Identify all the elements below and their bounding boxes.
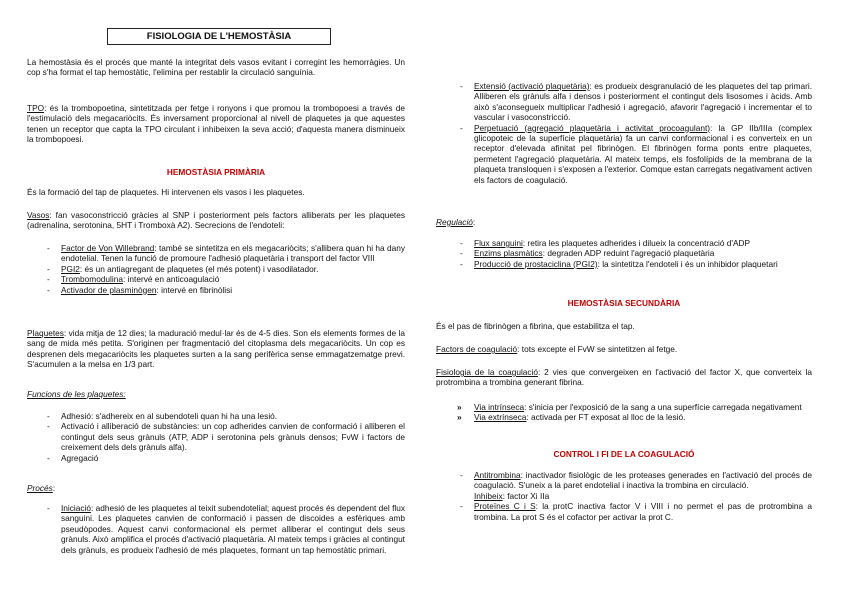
list-item: - Activador de plasminògen: intervé en fibrinòlisi: [47, 284, 233, 295]
list-item: » Via extrínseca: activada per FT exposat al lloc de la lesió.: [457, 412, 686, 423]
vasos-term: Vasos: [27, 210, 50, 220]
list-item: » Via intrínseca: s'inicia per l'exposició de la sang a una superfície carregada negativament: [457, 402, 802, 412]
endoteli-text-2: : intervé en anticoagulació: [122, 274, 220, 285]
endoteli-text-0: : també se sintetitza en els megacariòcits; s'allibera quan hi ha dany endotelial. Tenen la funció de promoure l'adhesió plaquetària i transport del factor VIII: [61, 243, 405, 264]
list-item: - Activació i alliberació de substàncies: un cop adherides canvien de conformació i alliberen el contingut dels seus grànuls (ATP, ADP i serotonina pels grànuls densos; FvW i factors de creixement dels dels grànuls alfa).: [47, 421, 405, 453]
fisiologia-paragraph: Fisiologia de la coagulació: 2 vies que convergeixen en l'activació del factor X, que converteix la protrombina a trombina generant fibrina.: [436, 367, 812, 388]
proces-text-0: : adhesió de les plaquetes al teixit subendotelial; aquest procés és dependent del flux sanguini. Les plaquetes canvien de conformació i passen de discoides a esfèriques amb pseudòpodes. Aquest canvi conformacional els permet alliberar el contingut dels seus grànuls. Això amplifica el procés d'activació plaquetària. Al mateix temps i gràcies al contingut dels grànuls, es produeix l'adhesió de més plaquetes, formant un tap hemostàtic primari.: [61, 503, 405, 555]
proces-list-start: [47, 503, 405, 555]
plaquetes-term: Plaquetes: [27, 328, 64, 338]
list-item: - Proteïnes C i S: la protC inactiva factor V i VIII i no permet el pas de protrombina a trombina. La prot S és el cofactor per activar la prot C.: [460, 501, 812, 522]
list-item: - Antitrombina: inactivador fisiològic de les proteases generades en l'activació del procés de coagulació. S'uneix a la paret endotelial i inactiva la trombina en circulació. Inhibeix: factor Xi IIa: [460, 470, 812, 501]
list-item: - Perpetuació (agregació plaquetària i activitat procoagulant): la GP IIb/IIIa (complex glicopoteic de la superfície plaquetària) fa un canvi conformacional i es converteix en un receptor d'elevada afinitat pel fibrinògen. El fibrinògen forma ponts entre plaquetes, permetent l'agregació plaquetària. Al mateix temps, els fosfolípids de la membrana de la plaqueta transloquen i s'exposen a l'exterior. Comque estan carregats negativament activen els factors de coagulació.: [460, 122, 812, 185]
secundaria-heading: HEMOSTÀSIA SECUNDÀRIA: [567, 298, 681, 308]
primaria-definition: És la formació del tap de plaquetes. Hi intervenen els vasos i les plaquetes.: [27, 187, 305, 197]
vies-list: [457, 402, 812, 423]
primaria-heading: HEMOSTÀSIA PRIMÀRIA: [166, 167, 266, 177]
list-item: - Flux sanguini: retira les plaquetes adherides i dilueix la concentració d'ADP: [460, 238, 750, 248]
funcions-heading: Funcions de les plaquetes:: [27, 389, 126, 399]
proces-text-1: : es produeix desgranulació de les plaquetes del tap primari. Alliberen els grànuls alfa i densos i posteriorment el contingut dels lisosomes i àcids. Amb això s'aconsegueix multiplicar l'adhesió i agregació, afavorir l'agregació i incrementar el to vascular i vasoconstricció.: [474, 81, 813, 123]
regulacio-list: [460, 238, 812, 269]
endoteli-term-2: Trombomodulina: [61, 274, 123, 285]
list-item: - PGI2: és un antiagregant de plaquetes (el més potent) i vasodilatador.: [47, 263, 319, 274]
plaquetes-paragraph: [27, 328, 405, 370]
endoteli-list: [47, 243, 405, 295]
intro-paragraph: La hemostàsia és el procés que manté la integritat dels vasos evitant i corregint les hemorràgies. Un cop s'ha format el tap hemostàtic, l'elimina per restablir la circulació sanguínia.: [27, 57, 405, 78]
endoteli-text-3: : intervé en fibrinòlisi: [156, 284, 233, 295]
control-heading: CONTROL I FI DE LA COAGULACIÓ: [553, 449, 695, 459]
proces-term-1: Extensió (activació plaquetària): [474, 81, 590, 91]
endoteli-term-3: Activador de plasminògen: [61, 284, 157, 295]
plaquetes-text: : vida mitja de 12 dies; la maduració medul·lar és de 4-5 dies. Son els elements formes de la sang de mida més petita. S'originen per fragmentació del citoplasma dels megacariòcits. Un cop es desprenen dels megacariòcits les plaquetes surten a la sang perifèrica sense emmagatzematge previ. S'acumulen a la melsa en 1/3 part.: [27, 328, 405, 370]
secundaria-definition: És el pas de fibrinògen a fibrina, que estabilitza el tap.: [436, 321, 635, 331]
regulacio-heading: Regulació:: [436, 217, 476, 227]
vasos-paragraph: [27, 210, 405, 231]
tpo-text: : és la trombopoetina, sintetitzada per fetge i ronyons i que promou la trombopoesi a través de l'estimulació dels megacariòcits. És inversament proporcional al nivell de plaquetes ja que aquestes tenen un receptor que capta la TPO circulant i inhibeixen la seva acció; d'aquesta manera disminueix la trombopoesi.: [27, 103, 405, 145]
vasos-text: : fan vasoconstricció gràcies al SNP i posteriorment pels factors alliberats per les plaquetes (adrenalina, serotonina, 5HT i Tromboxà A2). Secrecions de l'endoteli:: [27, 210, 405, 231]
tpo-term: TPO: [27, 103, 45, 113]
list-item: - Factor de Von Willebrand: també se sintetitza en els megacariòcits; s'allibera quan hi ha dany endotelial. Tenen la funció de promoure l'adhesió plaquetària i transport del factor VIII: [47, 243, 405, 264]
list-item: - Adhesió: s'adhereix en al subendoteli quan hi ha una lesió.: [47, 411, 278, 421]
endoteli-term-1: PGI2: [61, 263, 80, 274]
factors-paragraph: Factors de coagulació: tots excepte el FvW se sintetitzen al fetge.: [436, 344, 678, 354]
tpo-paragraph: [27, 103, 405, 145]
list-item: - Trombomodulina: intervé en anticoagulació: [47, 274, 220, 285]
endoteli-term-0: Factor de Von Willebrand: [61, 243, 155, 253]
proces-text-2: : la GP IIb/IIIa (complex glicopoteic de la superfície plaquetària) fa un canvi conformacional i es converteix en un receptor d'elevada afinitat pel fibrinògen. El fibrinògen forma ponts entre plaquetes, permetent l'agregació plaquetària. Al mateix temps, els fosfolípids de la membrana de la plaqueta transloquen i s'exposen a l'exterior. Comque estan carregats negativament activen els factors de coagulació.: [474, 122, 812, 185]
list-item: - Producció de prostaciclina (PGI2): la sintetitza l'endoteli i és un inhibidor plaquetari: [460, 258, 778, 269]
document-title: FISIOLOGIA DE L'HEMOSTÀSIA: [107, 28, 331, 45]
proces-term-0: Iniciació: [61, 503, 91, 513]
list-item: - Iniciació: adhesió de les plaquetes al teixit subendotelial; aquest procés és dependent del flux sanguini. Les plaquetes canvien de conformació i passen de discoides a esfèriques amb pseudòpodes. Aquest canvi conformacional els permet alliberar el contingut dels seus grànuls. Això amplifica el procés d'activació plaquetària. Al mateix temps i gràcies al contingut dels grànuls, es produeix l'adhesió de més plaquetes, formant un tap hemostàtic primari.: [47, 503, 405, 555]
list-item: - Enzims plasmàtics: degraden ADP reduint l'agregació plaquetària: [460, 248, 715, 259]
list-item: - Extensió (activació plaquetària): es produeix desgranulació de les plaquetes del tap primari. Alliberen els grànuls alfa i densos i posteriorment el contingut dels lisosomes i àcids. Amb això s'aconsegueix multiplicar l'adhesió i agregació, afavorir l'agregació i incrementar el to vascular i vasoconstricció.: [460, 81, 813, 123]
funcions-list: [47, 411, 405, 463]
endoteli-text-1: : és un antiagregant de plaquetes (el més potent) i vasodilatador.: [79, 263, 319, 274]
proces-heading: Procés:: [27, 483, 56, 493]
list-item: - Agregació: [47, 452, 99, 463]
proces-list-continued: [460, 81, 813, 185]
proces-term-2: Perpetuació (agregació plaquetària i activitat procoagulant): [474, 122, 711, 133]
control-list: [460, 470, 812, 522]
